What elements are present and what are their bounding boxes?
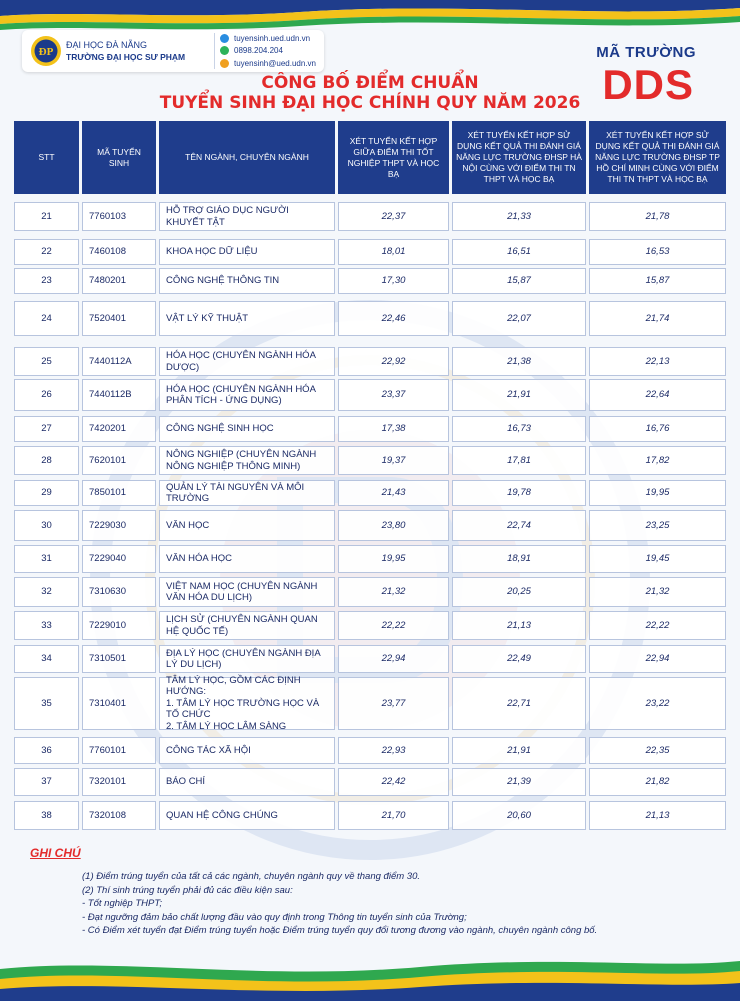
name-cell: HỖ TRỢ GIÁO DỤC NGƯỜI KHUYẾT TẬT <box>159 202 335 231</box>
name-cell: LỊCH SỬ (CHUYÊN NGÀNH QUAN HỆ QUỐC TẾ) <box>159 611 335 640</box>
stt-cell: 31 <box>14 545 79 573</box>
score-dgnl-hanoi-cell: 16,73 <box>452 416 586 442</box>
score-thpt-cell: 21,32 <box>338 577 449 607</box>
score-dgnl-hcm-cell: 23,22 <box>589 677 726 730</box>
phone-row[interactable] <box>220 45 316 58</box>
score-dgnl-hcm-cell: 22,35 <box>589 737 726 764</box>
score-dgnl-hanoi-cell: 21,38 <box>452 347 586 376</box>
ma-cell: 7229030 <box>82 510 156 541</box>
name-cell: VĂN HỌC <box>159 510 335 541</box>
name-cell: QUẢN LÝ TÀI NGUYÊN VÀ MÔI TRƯỜNG <box>159 480 335 506</box>
score-dgnl-hanoi-cell: 22,07 <box>452 301 586 336</box>
ma-cell: 7229010 <box>82 611 156 640</box>
score-dgnl-hanoi-cell: 21,13 <box>452 611 586 640</box>
score-thpt-cell: 23,37 <box>338 379 449 411</box>
score-thpt-cell: 22,37 <box>338 202 449 231</box>
stt-cell: 27 <box>14 416 79 442</box>
contact-info <box>220 32 316 70</box>
email-row[interactable] <box>220 57 316 70</box>
score-dgnl-hanoi-cell: 16,51 <box>452 239 586 265</box>
score-dgnl-hcm-cell: 22,22 <box>589 611 726 640</box>
score-thpt-cell: 21,43 <box>338 480 449 506</box>
website-link[interactable]: tuyensinh.ued.udn.vn <box>234 33 311 43</box>
stt-cell: 37 <box>14 768 79 796</box>
stt-cell: 33 <box>14 611 79 640</box>
score-dgnl-hanoi-cell: 15,87 <box>452 268 586 294</box>
score-dgnl-hcm-cell: 19,45 <box>589 545 726 573</box>
name-cell: VĂN HÓA HỌC <box>159 545 335 573</box>
name-cell: HÓA HỌC (CHUYÊN NGÀNH HÓA DƯỢC) <box>159 347 335 376</box>
email-icon <box>220 59 229 68</box>
score-dgnl-hcm-cell: 21,74 <box>589 301 726 336</box>
score-dgnl-hanoi-cell: 17,81 <box>452 446 586 475</box>
column-header-ten: TÊN NGÀNH, CHUYÊN NGÀNH <box>159 121 335 194</box>
stt-cell: 22 <box>14 239 79 265</box>
stt-cell: 30 <box>14 510 79 541</box>
score-thpt-cell: 23,80 <box>338 510 449 541</box>
name-cell: CÔNG NGHỆ SINH HỌC <box>159 416 335 442</box>
name-cell: TÂM LÝ HỌC, GỒM CÁC ĐỊNH HƯỚNG: 1. TÂM LÝ HỌC TRƯỜNG HỌC VÀ TỔ CHỨC 2. TÂM LÝ HỌC LÂM SÀNG <box>159 677 335 730</box>
phone-icon <box>220 46 229 55</box>
score-dgnl-hcm-cell: 22,13 <box>589 347 726 376</box>
score-thpt-cell: 17,30 <box>338 268 449 294</box>
score-dgnl-hcm-cell: 16,76 <box>589 416 726 442</box>
name-cell: CÔNG TÁC XÃ HỘI <box>159 737 335 764</box>
name-cell: ĐỊA LÝ HỌC (CHUYÊN NGÀNH ĐỊA LÝ DU LỊCH) <box>159 645 335 673</box>
university-line1: ĐẠI HỌC ĐÀ NẴNG <box>66 40 148 50</box>
name-cell: VIỆT NAM HỌC (CHUYÊN NGÀNH VĂN HÓA DU LỊCH) <box>159 577 335 607</box>
score-thpt-cell: 21,70 <box>338 801 449 830</box>
school-code-label: MÃ TRƯỜNG <box>596 44 696 61</box>
ma-cell: 7760101 <box>82 737 156 764</box>
website-row[interactable] <box>220 32 316 45</box>
stt-cell: 28 <box>14 446 79 475</box>
score-dgnl-hcm-cell: 23,25 <box>589 510 726 541</box>
university-logo-icon <box>30 35 62 67</box>
name-cell: QUAN HỆ CÔNG CHÚNG <box>159 801 335 830</box>
score-dgnl-hcm-cell: 22,64 <box>589 379 726 411</box>
note-line: - Có Điểm xét tuyển đạt Điểm trúng tuyển hoặc Điểm trúng tuyển quy đổi tương đương vào ngành, chuyên ngành công bố. <box>82 925 598 936</box>
score-dgnl-hcm-cell: 21,78 <box>589 202 726 231</box>
note-line: (2) Thí sinh trúng tuyển phải đủ các điều kiện sau: <box>82 884 293 896</box>
score-dgnl-hanoi-cell: 21,91 <box>452 379 586 411</box>
score-dgnl-hanoi-cell: 18,91 <box>452 545 586 573</box>
ma-cell: 7320108 <box>82 801 156 830</box>
column-header-dgnl-hanoi: XÉT TUYỂN KẾT HỢP SỬ DỤNG KẾT QUẢ THI ĐÁNH GIÁ NĂNG LỰC TRƯỜNG ĐHSP HÀ NỘI CÙNG VỚI ĐIỂM THI TN THPT VÀ HỌC BẠ <box>452 121 586 194</box>
ma-cell: 7760103 <box>82 202 156 231</box>
stt-cell: 24 <box>14 301 79 336</box>
note-line: - Tốt nghiệp THPT; <box>82 898 163 909</box>
page-title-line1: CÔNG BỐ ĐIỂM CHUẨN <box>261 73 479 93</box>
ma-cell: 7850101 <box>82 480 156 506</box>
name-cell: VẬT LÝ KỸ THUẬT <box>159 301 335 336</box>
header-card <box>22 30 324 72</box>
score-dgnl-hcm-cell: 16,53 <box>589 239 726 265</box>
name-cell: NÔNG NGHIỆP (CHUYÊN NGÀNH NÔNG NGHIỆP THÔNG MINH) <box>159 446 335 475</box>
score-dgnl-hanoi-cell: 20,60 <box>452 801 586 830</box>
name-cell: BÁO CHÍ <box>159 768 335 796</box>
contact-divider <box>214 33 215 69</box>
note-line: - Đạt ngưỡng đảm bảo chất lượng đầu vào quy định trong Thông tin tuyển sinh của Trường; <box>82 911 467 923</box>
university-line2: TRƯỜNG ĐẠI HỌC SƯ PHẠM <box>66 52 186 62</box>
stt-cell: 29 <box>14 480 79 506</box>
stt-cell: 21 <box>14 202 79 231</box>
ma-cell: 7420201 <box>82 416 156 442</box>
column-header-stt: STT <box>14 121 79 194</box>
globe-icon <box>220 34 229 43</box>
score-thpt-cell: 23,77 <box>338 677 449 730</box>
name-cell: HÓA HỌC (CHUYÊN NGÀNH HÓA PHÂN TÍCH - ỨNG DỤNG) <box>159 379 335 411</box>
score-dgnl-hanoi-cell: 21,39 <box>452 768 586 796</box>
score-thpt-cell: 22,92 <box>338 347 449 376</box>
ma-cell: 7320101 <box>82 768 156 796</box>
stt-cell: 38 <box>14 801 79 830</box>
page-title-line2: TUYỂN SINH ĐẠI HỌC CHÍNH QUY NĂM 2026 <box>159 93 581 113</box>
ma-cell: 7440112A <box>82 347 156 376</box>
stt-cell: 34 <box>14 645 79 673</box>
score-dgnl-hcm-cell: 21,82 <box>589 768 726 796</box>
score-dgnl-hanoi-cell: 21,91 <box>452 737 586 764</box>
email-link[interactable]: tuyensinh@ued.udn.vn <box>234 58 316 68</box>
ma-cell: 7620101 <box>82 446 156 475</box>
score-thpt-cell: 22,94 <box>338 645 449 673</box>
score-thpt-cell: 22,42 <box>338 768 449 796</box>
ma-cell: 7310401 <box>82 677 156 730</box>
name-cell: KHOA HỌC DỮ LIỆU <box>159 239 335 265</box>
name-cell: CÔNG NGHỆ THÔNG TIN <box>159 268 335 294</box>
score-dgnl-hanoi-cell: 22,71 <box>452 677 586 730</box>
svg-text:ĐP: ĐP <box>38 46 54 58</box>
score-dgnl-hanoi-cell: 22,49 <box>452 645 586 673</box>
score-thpt-cell: 22,93 <box>338 737 449 764</box>
score-dgnl-hcm-cell: 21,13 <box>589 801 726 830</box>
stt-cell: 32 <box>14 577 79 607</box>
ma-cell: 7229040 <box>82 545 156 573</box>
score-dgnl-hcm-cell: 17,82 <box>589 446 726 475</box>
score-thpt-cell: 18,01 <box>338 239 449 265</box>
ma-cell: 7440112B <box>82 379 156 411</box>
score-dgnl-hanoi-cell: 22,74 <box>452 510 586 541</box>
score-dgnl-hcm-cell: 19,95 <box>589 480 726 506</box>
score-dgnl-hcm-cell: 15,87 <box>589 268 726 294</box>
notes-title: GHI CHÚ <box>30 846 81 860</box>
ma-cell: 7520401 <box>82 301 156 336</box>
score-dgnl-hcm-cell: 21,32 <box>589 577 726 607</box>
score-thpt-cell: 19,95 <box>338 545 449 573</box>
score-dgnl-hanoi-cell: 21,33 <box>452 202 586 231</box>
score-thpt-cell: 22,22 <box>338 611 449 640</box>
score-thpt-cell: 17,38 <box>338 416 449 442</box>
ma-cell: 7480201 <box>82 268 156 294</box>
university-name <box>66 39 185 63</box>
ma-cell: 7310630 <box>82 577 156 607</box>
score-dgnl-hanoi-cell: 19,78 <box>452 480 586 506</box>
ma-cell: 7460108 <box>82 239 156 265</box>
column-header-dgnl-hcm: XÉT TUYỂN KẾT HỢP SỬ DỤNG KẾT QUẢ THI ĐÁNH GIÁ NĂNG LỰC TRƯỜNG ĐHSP TP HỒ CHÍ MINH CÙNG VỚI ĐIỂM THI TN THPT VÀ HỌC BẠ <box>589 121 726 194</box>
phone-number[interactable]: 0898.204.204 <box>234 46 283 56</box>
column-header-ma: MÃ TUYỂN SINH <box>82 121 156 194</box>
school-code: DDS <box>602 61 694 108</box>
score-thpt-cell: 22,46 <box>338 301 449 336</box>
score-dgnl-hcm-cell: 22,94 <box>589 645 726 673</box>
stt-cell: 25 <box>14 347 79 376</box>
stt-cell: 26 <box>14 379 79 411</box>
stt-cell: 23 <box>14 268 79 294</box>
stt-cell: 35 <box>14 677 79 730</box>
stt-cell: 36 <box>14 737 79 764</box>
notes-section <box>30 846 598 938</box>
score-dgnl-hanoi-cell: 20,25 <box>452 577 586 607</box>
column-header-diem-thpt: XÉT TUYỂN KẾT HỢP GIỮA ĐIỂM THI TỐT NGHIỆP THPT VÀ HỌC BẠ <box>338 121 449 194</box>
note-line: (1) Điểm trúng tuyển của tất cả các ngành, chuyên ngành quy về thang điểm 30. <box>82 871 420 882</box>
ma-cell: 7310501 <box>82 645 156 673</box>
bottom-wave-decoration <box>0 951 740 1001</box>
score-thpt-cell: 19,37 <box>338 446 449 475</box>
